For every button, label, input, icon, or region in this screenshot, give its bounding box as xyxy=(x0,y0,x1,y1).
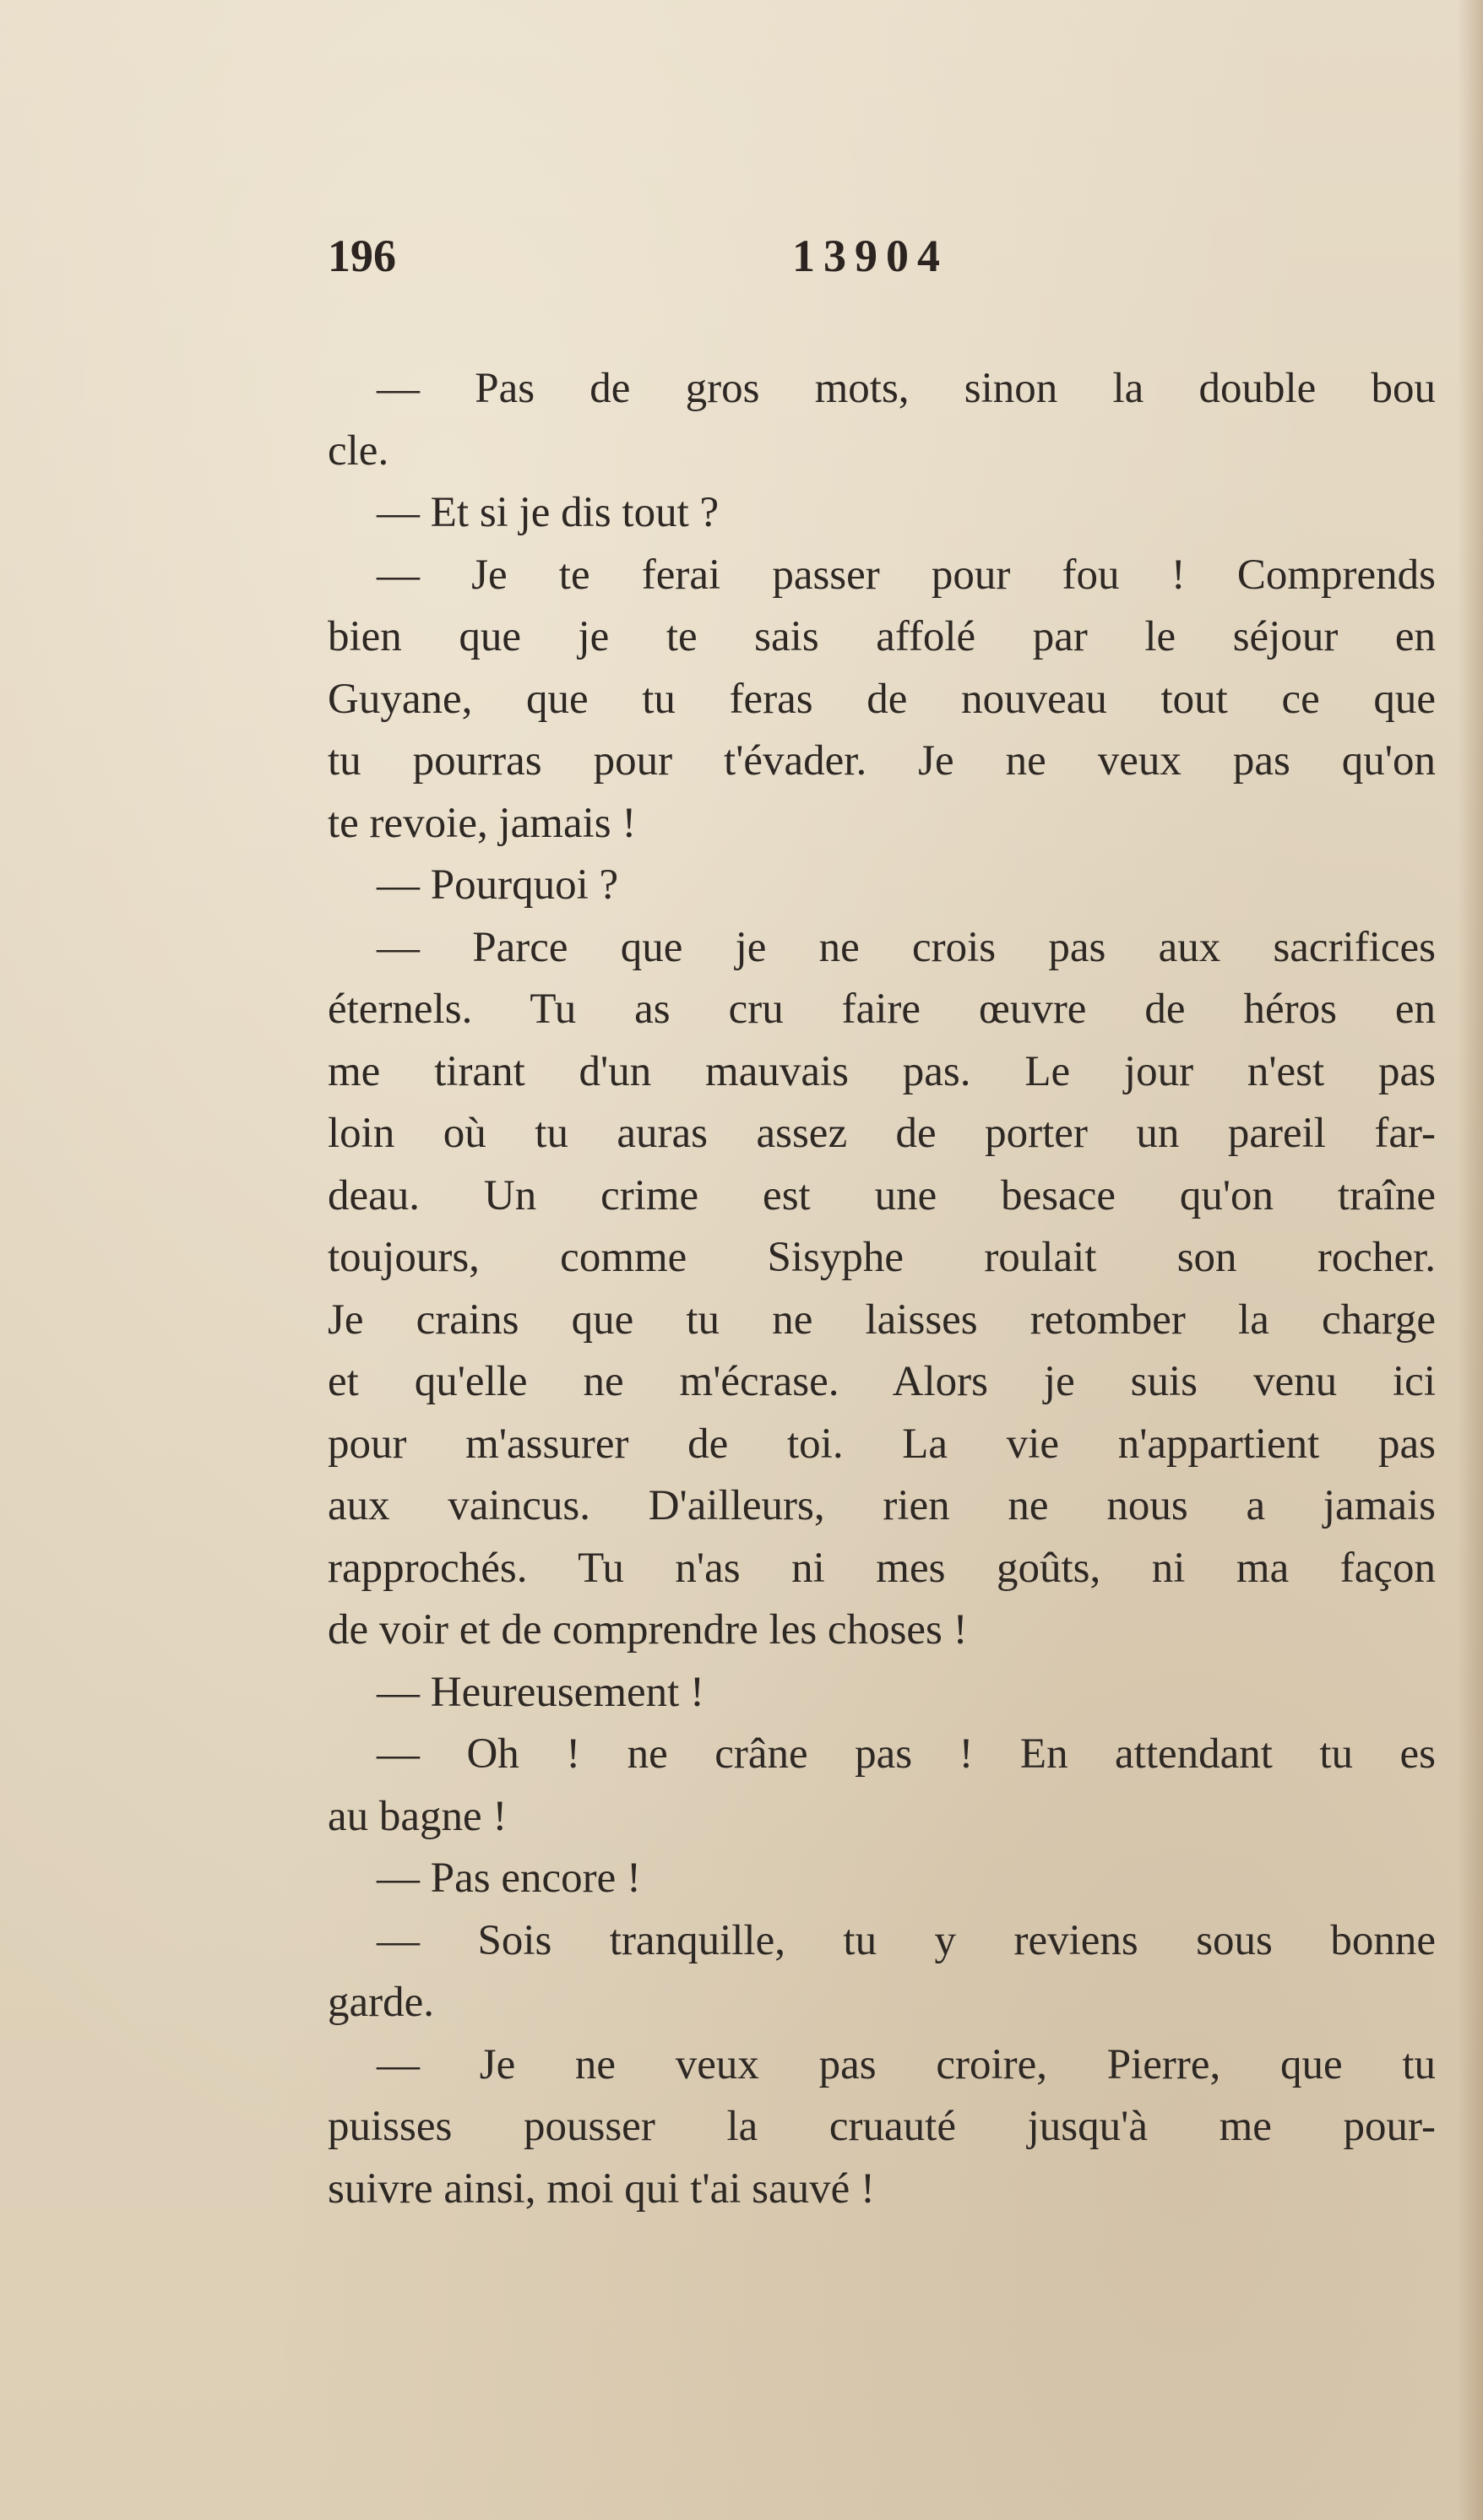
page-header xyxy=(328,230,1172,289)
text-line: tu pourras pour t'évader. Je ne veux pas qu'on xyxy=(328,737,1436,785)
text-line: puisses pousser la cruauté jusqu'à me pour- xyxy=(328,2103,1436,2150)
text-line: Je crains que tu ne laisses retomber la charge xyxy=(328,1295,1436,1344)
text-line: — Et si je dis tout ? xyxy=(377,489,720,536)
text-line: garde. xyxy=(328,1979,435,2026)
text-line: loin où tu auras assez de porter un pareil far- xyxy=(328,1110,1436,1157)
running-title: 13904 xyxy=(792,231,948,281)
text-line: Guyane, que tu feras de nouveau tout ce que xyxy=(328,675,1436,723)
text-line: — Oh ! ne crâne pas ! En attendant tu es xyxy=(377,1730,1436,1778)
text-line: — Pas de gros mots, sinon la double bou xyxy=(377,365,1436,412)
text-line: me tirant d'un mauvais pas. Le jour n'est pas xyxy=(328,1047,1436,1095)
text-line: cle. xyxy=(328,426,389,475)
page-number: 196 xyxy=(328,231,396,281)
text-line: aux vaincus. D'ailleurs, rien ne nous a jamais xyxy=(328,1482,1436,1529)
text-line: de voir et de comprendre les choses ! xyxy=(328,1606,968,1654)
text-line: — Parce que je ne crois pas aux sacrifices xyxy=(377,923,1436,971)
text-line: suivre ainsi, moi qui t'ai sauvé ! xyxy=(328,2164,875,2213)
text-line: — Je te ferai passer pour fou ! Comprends xyxy=(377,551,1436,599)
page-edge-shadow xyxy=(1458,0,1483,2520)
text-line: — Sois tranquille, tu y reviens sous bonne xyxy=(377,1916,1436,1964)
text-line: — Pas encore ! xyxy=(377,1855,641,1902)
body-text xyxy=(328,358,1436,2220)
text-line: au bagne ! xyxy=(328,1792,508,1840)
text-line: toujours, comme Sisyphe roulait son rocher. xyxy=(328,1234,1436,1281)
text-line: pour m'assurer de toi. La vie n'appartient pas xyxy=(328,1420,1436,1468)
text-line: — Je ne veux pas croire, Pierre, que tu xyxy=(377,2040,1436,2088)
text-line: et qu'elle ne m'écrase. Alors je suis venu ici xyxy=(328,1358,1436,1405)
text-line: deau. Un crime est une besace qu'on traîne xyxy=(328,1171,1436,1219)
text-line: te revoie, jamais ! xyxy=(328,799,637,847)
text-line: éternels. Tu as cru faire œuvre de héros en xyxy=(328,986,1436,1033)
text-line: — Pourquoi ? xyxy=(377,861,619,909)
text-line: — Heureusement ! xyxy=(377,1668,705,1716)
text-line: bien que je te sais affolé par le séjour en xyxy=(328,613,1436,660)
text-line: rapprochés. Tu n'as ni mes goûts, ni ma façon xyxy=(328,1544,1436,1592)
